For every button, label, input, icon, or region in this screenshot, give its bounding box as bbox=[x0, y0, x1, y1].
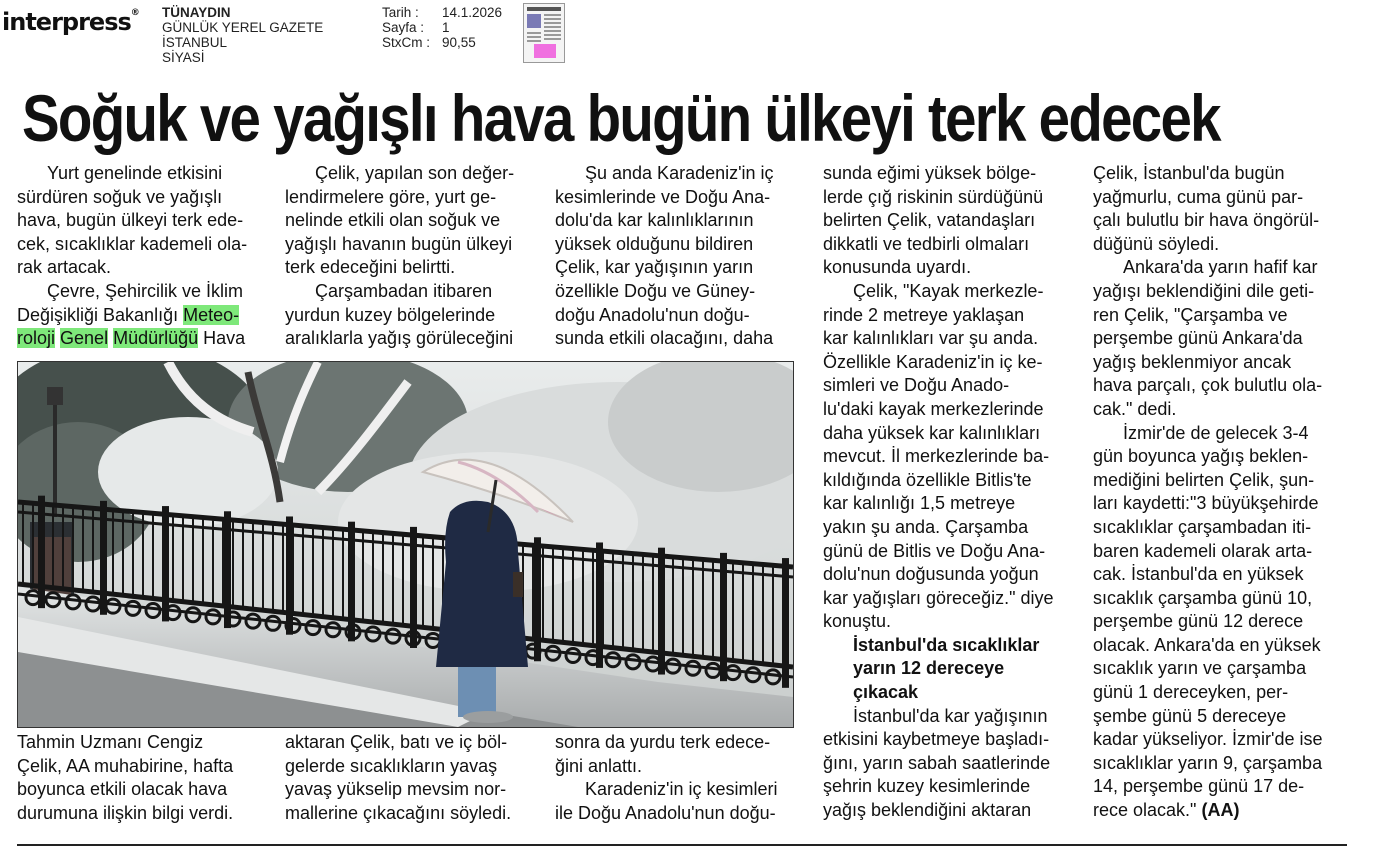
text-line: Tahmin Uzmanı Cengiz bbox=[17, 732, 204, 752]
column-1-top bbox=[17, 162, 247, 351]
text-line: konuştu. bbox=[823, 611, 892, 632]
subheading: çıkacak bbox=[853, 682, 919, 703]
column-1-bottom bbox=[17, 731, 233, 825]
text-line: kar kalınlığı 1,5 metreye bbox=[823, 493, 1016, 514]
text-line: lu'daki kayak merkezlerinde bbox=[823, 398, 1044, 419]
text-line: ğını, yarın sabah saatlerinde bbox=[823, 752, 1051, 773]
publication-info bbox=[162, 5, 323, 65]
text-line: sunda eğimi yüksek bölge- bbox=[823, 163, 1037, 183]
text-line: Özellikle Karadeniz'in iç ke- bbox=[823, 351, 1043, 372]
text-line: nelinde etkili olan soğuk ve bbox=[285, 210, 501, 231]
text-line: Yurt genelinde etkisini bbox=[47, 163, 223, 183]
text-line: daha yüksek kar kalınlıkları bbox=[823, 422, 1041, 443]
text-line: yavaş yükselip mevsim nor- bbox=[285, 779, 507, 800]
text-line: kar kalınlıkları var şu anda. bbox=[823, 328, 1039, 349]
text-line: cek, sıcaklıklar kademeli ola- bbox=[17, 233, 248, 254]
text-line: mevcut. İl merkezlerinde ba- bbox=[823, 446, 1050, 467]
text-line: ren Çelik, "Çarşamba ve bbox=[1093, 304, 1288, 325]
clip-meta bbox=[382, 5, 502, 50]
text-line: sıcaklık çarşamba günü 10, bbox=[1093, 587, 1313, 608]
text-line: özellikle Doğu ve Güney- bbox=[555, 280, 756, 301]
highlight-term: Meteo- bbox=[183, 304, 240, 325]
text-line: perşembe günü 12 derece bbox=[1093, 611, 1304, 632]
text-line: rece olacak." (AA) bbox=[1093, 800, 1240, 821]
text-line: Çelik, İstanbul'da bugün bbox=[1093, 163, 1285, 183]
text-line: olacak. Ankara'da en yüksek bbox=[1093, 634, 1321, 655]
text-line: Ankara'da yarın hafif kar bbox=[1123, 257, 1318, 278]
text-line: sıcaklık yarın ve çarşamba bbox=[1093, 658, 1307, 679]
highlight-term: roloji bbox=[17, 328, 56, 349]
interpress-logo: interpress® bbox=[2, 8, 140, 36]
text-line: baren kademeli olarak arta- bbox=[1093, 540, 1313, 561]
text-line: rinde 2 metreye yaklaşan bbox=[823, 304, 1025, 325]
text-line: kıldığında özellikle Bitlis'te bbox=[823, 469, 1032, 490]
text-line: cak." dedi. bbox=[1093, 398, 1177, 419]
text-line: lendirmelere göre, yurt ge- bbox=[285, 186, 497, 207]
text-line: Çelik, kar yağışının yarın bbox=[555, 257, 754, 278]
text-line: Karadeniz'in iç kesimleri bbox=[585, 779, 778, 800]
text-line: şembe günü 5 dereceye bbox=[1093, 705, 1287, 726]
text-line: Şu anda Karadeniz'in iç bbox=[585, 163, 774, 183]
text-line: günü de Bitlis ve Doğu Ana- bbox=[823, 540, 1046, 561]
text-line: rak artacak. bbox=[17, 257, 112, 278]
article-headline: Soğuk ve yağışlı hava bugün ülkeyi terk edecek bbox=[22, 81, 1220, 155]
text-line: yurdun kuzey bölgelerinde bbox=[285, 304, 496, 325]
text-line: mallerine çıkacağını söyledi. bbox=[285, 802, 512, 823]
text-line: perşembe günü Ankara'da bbox=[1093, 328, 1303, 349]
text-line: yağmurlu, cuma günü par- bbox=[1093, 186, 1304, 207]
column-3-bottom bbox=[555, 731, 778, 825]
text-line: Çevre, Şehircilik ve İklim bbox=[47, 280, 244, 301]
text-line: ğini anlattı. bbox=[555, 755, 643, 776]
subheading: İstanbul'da sıcaklıklar bbox=[853, 634, 1040, 655]
column-5 bbox=[1093, 162, 1323, 823]
text-line: İzmir'de de gelecek 3-4 bbox=[1123, 422, 1309, 443]
snowy-street-photo bbox=[17, 361, 794, 728]
publication-type: GÜNLÜK YEREL GAZETE bbox=[162, 20, 324, 35]
text-line: gün boyunca yağış beklen- bbox=[1093, 446, 1309, 467]
text-line: mediğini belirten Çelik, şun- bbox=[1093, 469, 1315, 490]
text-line: sunda etkili olacağını, daha bbox=[555, 328, 774, 349]
text-line: kadar yükseliyor. İzmir'de ise bbox=[1093, 729, 1323, 750]
meta-size: StxCm : 90,55 bbox=[382, 35, 476, 50]
publication-section: SİYASİ bbox=[162, 50, 205, 65]
text-line: sonra da yurdu terk edece- bbox=[555, 732, 771, 752]
text-line: yüksek olduğunu bildiren bbox=[555, 233, 754, 254]
text-line: yağışlı havanın bugün ülkeyi bbox=[285, 233, 513, 254]
publication-name: TÜNAYDIN bbox=[162, 5, 231, 20]
text-line: Çelik, yapılan son değer- bbox=[315, 163, 515, 183]
column-3-top bbox=[555, 162, 774, 351]
text-line: aktaran Çelik, batı ve iç böl- bbox=[285, 732, 508, 752]
text-line: sıcaklıklar yarın 9, çarşamba bbox=[1093, 752, 1323, 773]
text-line: yakın şu anda. Çarşamba bbox=[823, 516, 1029, 537]
text-line: 14, perşembe günü 17 de- bbox=[1093, 776, 1305, 797]
text-line: aralıklarla yağış görüleceğini bbox=[285, 328, 514, 349]
text-line: günü 1 dereceyken, per- bbox=[1093, 682, 1289, 703]
text-line: dolu'da kar kalınlıklarının bbox=[555, 210, 754, 231]
text-line: doğu Anadolu'nun doğu- bbox=[555, 304, 750, 325]
text-line: şehrin kuzey kesimlerinde bbox=[823, 776, 1031, 797]
text-line: terk edeceğini belirtti. bbox=[285, 257, 456, 278]
text-line: hava parçalı, çok bulutlu ola- bbox=[1093, 375, 1323, 396]
text-line: ları kaydetti:"3 büyükşehirde bbox=[1093, 493, 1319, 514]
bottom-rule bbox=[17, 844, 1347, 846]
highlight-term: Genel bbox=[60, 328, 109, 349]
text-line: Çarşambadan itibaren bbox=[315, 280, 493, 301]
text-line: roloji Genel Müdürlüğü Hava bbox=[17, 328, 246, 349]
source-credit: (AA) bbox=[1201, 800, 1240, 821]
page-thumbnail[interactable] bbox=[523, 3, 565, 63]
text-line: kar yağışları göreceğiz." diye bbox=[823, 587, 1054, 608]
column-2-top bbox=[285, 162, 514, 351]
text-line: etkisini kaybetmeye başladı- bbox=[823, 729, 1050, 750]
text-line: gelerde sıcaklıkların yavaş bbox=[285, 755, 498, 776]
meta-page: Sayfa : 1 bbox=[382, 20, 450, 35]
text-line: ile Doğu Anadolu'nun doğu- bbox=[555, 802, 776, 823]
text-line: boyunca etkili olacak hava bbox=[17, 779, 228, 800]
text-line: durumuna ilişkin bilgi verdi. bbox=[17, 802, 234, 823]
text-line: belirten Çelik, vatandaşları bbox=[823, 210, 1036, 231]
text-line: konusunda uyardı. bbox=[823, 257, 972, 278]
text-line: lerde çığ riskinin sürdüğünü bbox=[823, 186, 1044, 207]
text-line: sıcaklıklar çarşambadan iti- bbox=[1093, 516, 1312, 537]
subheading: yarın 12 dereceye bbox=[853, 658, 1005, 679]
text-line: Değişikliği Bakanlığı Meteo- bbox=[17, 304, 240, 325]
text-line: cak. İstanbul'da en yüksek bbox=[1093, 564, 1304, 585]
meta-date: Tarih : 14.1.2026 bbox=[382, 5, 503, 20]
text-line: yağış beklendiğini aktaran bbox=[823, 800, 1032, 821]
text-line: dikkatli ve tedbirli olmaları bbox=[823, 233, 1030, 254]
highlight-term: Müdürlüğü bbox=[113, 328, 199, 349]
text-line: yağış beklenmiyor ancak bbox=[1093, 351, 1292, 372]
text-line: dolu'nun doğusunda yoğun bbox=[823, 564, 1039, 585]
text-line: kesimlerinde ve Doğu Ana- bbox=[555, 186, 771, 207]
text-line: çalı bulutlu bir hava öngörül- bbox=[1093, 210, 1320, 231]
text-line: simleri ve Doğu Anado- bbox=[823, 375, 1010, 396]
text-line: sürdüren soğuk ve yağışlı bbox=[17, 186, 223, 207]
text-line: İstanbul'da kar yağışının bbox=[853, 705, 1048, 726]
text-line: düğünü söyledi. bbox=[1093, 233, 1220, 254]
column-4 bbox=[823, 162, 1054, 823]
text-line: hava, bugün ülkeyi terk ede- bbox=[17, 210, 244, 231]
text-line: yağışı beklendiğini dile geti- bbox=[1093, 280, 1315, 301]
column-2-bottom bbox=[285, 731, 511, 825]
text-line: Çelik, AA muhabirine, hafta bbox=[17, 755, 234, 776]
text-line: Çelik, "Kayak merkezle- bbox=[853, 280, 1044, 301]
publication-city: İSTANBUL bbox=[162, 35, 228, 50]
